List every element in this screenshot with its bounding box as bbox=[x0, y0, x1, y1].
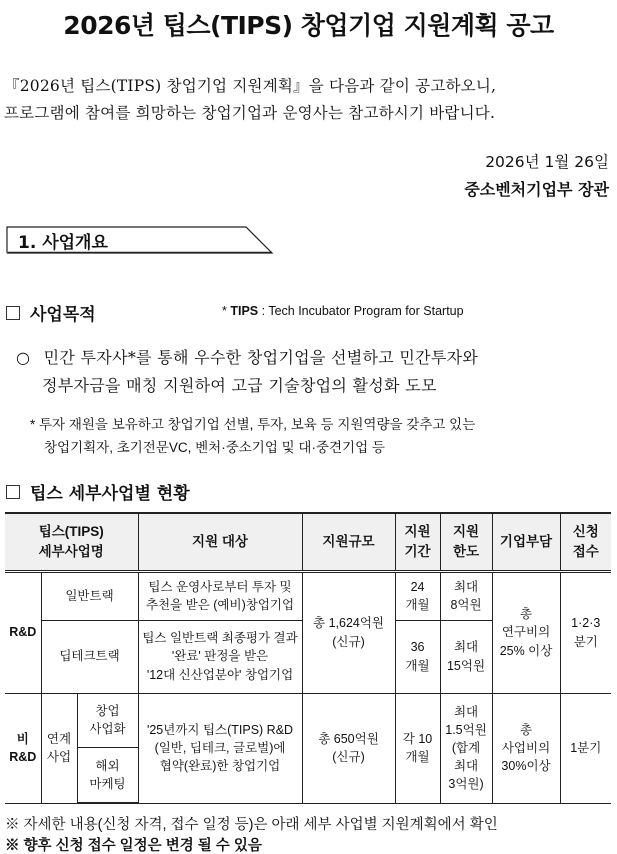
period-cell: 36 개월 bbox=[395, 620, 440, 693]
purpose-heading-text: 사업목적 bbox=[30, 305, 96, 325]
limit-cell: 최대 1.5억원 (합계 최대 3억원) bbox=[440, 693, 492, 803]
target-cell: 팁스 운영사로부터 투자 및 추천을 받은 (예비)창업기업 bbox=[138, 571, 302, 620]
period-cell: 각 10 개월 bbox=[395, 693, 440, 803]
apply-cell: 1분기 bbox=[560, 693, 611, 803]
investor-note-line-2: 창업기획자, 초기전문VC, 벤처·중소기업 및 대·중견기업 등 bbox=[44, 440, 385, 455]
footnote-details: ※ 자세한 내용(신청 자격, 접수 일정 등)은 아래 세부 사업별 지원계획에서 확인 bbox=[5, 817, 498, 833]
header-period: 지원 기간 bbox=[395, 513, 440, 571]
category-non-rnd: 비 R&D bbox=[5, 693, 41, 803]
group-linked: 연계 사업 bbox=[41, 693, 77, 803]
period-cell: 24 개월 bbox=[395, 571, 440, 620]
section-title: 1. 사업개요 bbox=[18, 233, 108, 253]
apply-cell: 1·2·3 분기 bbox=[560, 571, 611, 693]
section-header-overview bbox=[6, 226, 274, 254]
header-target: 지원 대상 bbox=[138, 513, 302, 571]
scale-cell: 총 650억원 (신규) bbox=[302, 693, 395, 803]
investor-note-line-1: * 투자 재원을 보유하고 창업기업 선별, 투자, 보육 등 지원역량을 갖추고 있는 bbox=[30, 417, 476, 432]
page-title: 2026년 팁스(TIPS) 창업기업 지원계획 공고 bbox=[63, 11, 554, 40]
table-row bbox=[5, 693, 611, 747]
program-name: 창업 사업화 bbox=[77, 693, 138, 747]
limit-cell: 최대 15억원 bbox=[440, 620, 492, 693]
limit-cell: 최대 8억원 bbox=[440, 571, 492, 620]
announcement-date: 2026년 1월 26일 bbox=[485, 153, 609, 171]
intro-line-2: 프로그램에 참여를 희망하는 창업기업과 운영사는 참고하시기 바랍니다. bbox=[4, 104, 496, 122]
header-limit: 지원 한도 bbox=[440, 513, 492, 571]
status-heading-text: 팁스 세부사업별 현황 bbox=[30, 484, 190, 504]
footnote-schedule-change: ※ 향후 신청 접수 일정은 변경 될 수 있음 bbox=[5, 838, 262, 854]
table-header-row bbox=[5, 513, 611, 571]
intro-line-1: 『2026년 팁스(TIPS) 창업기업 지원계획』을 다음과 같이 공고하오니, bbox=[4, 77, 497, 95]
tips-acronym: TIPS bbox=[230, 304, 259, 318]
header-apply: 신청 접수 bbox=[560, 513, 611, 571]
target-cell: '25년까지 팁스(TIPS) R&D (일반, 딥테크, 글로벌)에 협약(완료)한 창업기업 bbox=[138, 693, 302, 803]
purpose-bullet bbox=[16, 345, 478, 368]
burden-cell: 총 사업비의 30%이상 bbox=[492, 693, 560, 803]
program-name: 해외 마케팅 bbox=[77, 747, 138, 803]
target-cell: 팁스 일반트랙 최종평가 결과 '완료' 판정을 받은 '12대 신산업분야' 창업기업 bbox=[138, 620, 302, 693]
program-name: 일반트랙 bbox=[41, 571, 138, 620]
category-rnd: R&D bbox=[5, 571, 41, 693]
header-burden: 기업부담 bbox=[492, 513, 560, 571]
tips-program-table bbox=[5, 512, 611, 804]
header-program: 팁스(TIPS) 세부사업명 bbox=[5, 513, 138, 571]
status-heading bbox=[6, 479, 190, 504]
burden-cell: 총 연구비의 25% 이상 bbox=[492, 571, 560, 693]
square-bullet-icon bbox=[6, 306, 20, 320]
issuer: 중소벤처기업부 장관 bbox=[464, 180, 609, 199]
scale-cell: 총 1,624억원 (신규) bbox=[302, 571, 395, 693]
square-bullet-icon bbox=[6, 485, 20, 499]
circle-bullet-icon: ○ bbox=[16, 348, 31, 367]
header-scale: 지원규모 bbox=[302, 513, 395, 571]
table-row bbox=[5, 571, 611, 620]
purpose-bullet-line-1: 민간 투자사*를 통해 우수한 창업기업을 선별하고 민간투자와 bbox=[43, 348, 479, 367]
purpose-heading bbox=[6, 300, 96, 325]
program-name: 딥테크트랙 bbox=[41, 620, 138, 693]
tips-definition-note: * TIPS : Tech Incubator Program for Startup bbox=[222, 304, 464, 318]
purpose-bullet-line-2: 정부자금을 매칭 지원하여 고급 기술창업의 활성화 도모 bbox=[42, 376, 437, 395]
